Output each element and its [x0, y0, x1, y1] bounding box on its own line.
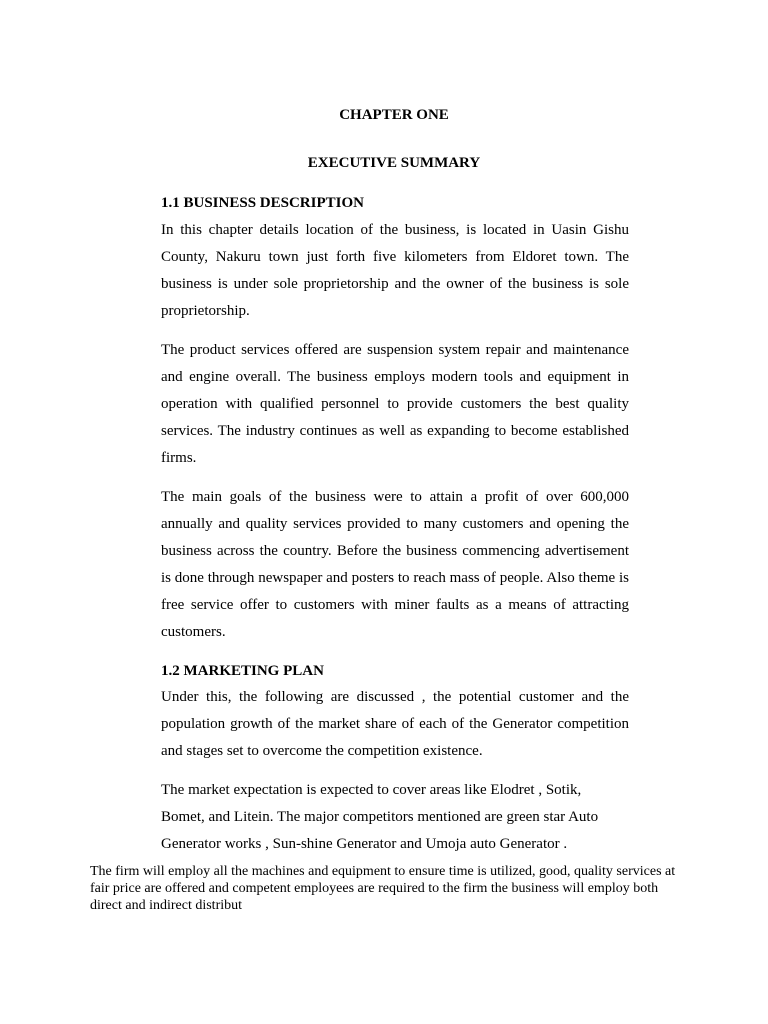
overflow-note: The firm will employ all the machines and equipment to ensure time is utilized, good, quality services at fair price are offered and competent employees are required to the firm the business will employ both direct and indirect distribut [90, 864, 676, 913]
marketing-plan-paragraph-1: Under this, the following are discussed , the potential customer and the population growth of the market share of each of the Generator competition and stages set to overcome the competition existence. [161, 689, 629, 759]
business-description-paragraph-2: The product services offered are suspension system repair and maintenance and engine overall. The business employs modern tools and equipment in operation with qualified personnel to provide customers the best quality services. The industry continues as well as expanding to become established firms. [161, 342, 629, 466]
marketing-plan-paragraph-2: The market expectation is expected to cover areas like Elodret , Sotik, Bomet, and Litein. The major competitors mentioned are green star Auto Generator works , Sun-shine Generator and Umoja auto Generator . [161, 782, 599, 852]
section-heading-business-description: 1.1 BUSINESS DESCRIPTION [161, 195, 364, 211]
business-description-paragraph-3: The main goals of the business were to attain a profit of over 600,000 annually and quality services provided to many customers and opening the business across the country. Before the business commencing advertisement is done through newspaper and posters to reach mass of people. Also theme is free service offer to customers with miner faults as a means of attracting customers. [161, 489, 629, 640]
chapter-title: CHAPTER ONE [339, 107, 449, 123]
section-heading-marketing-plan: 1.2 MARKETING PLAN [161, 663, 324, 679]
summary-title: EXECUTIVE SUMMARY [307, 155, 481, 171]
business-description-paragraph-1: In this chapter details location of the business, is located in Uasin Gishu County, Nakuru town just forth five kilometers from Eldoret town. The business is under sole proprietorship and the owner of the business is sole proprietorship. [161, 222, 629, 319]
